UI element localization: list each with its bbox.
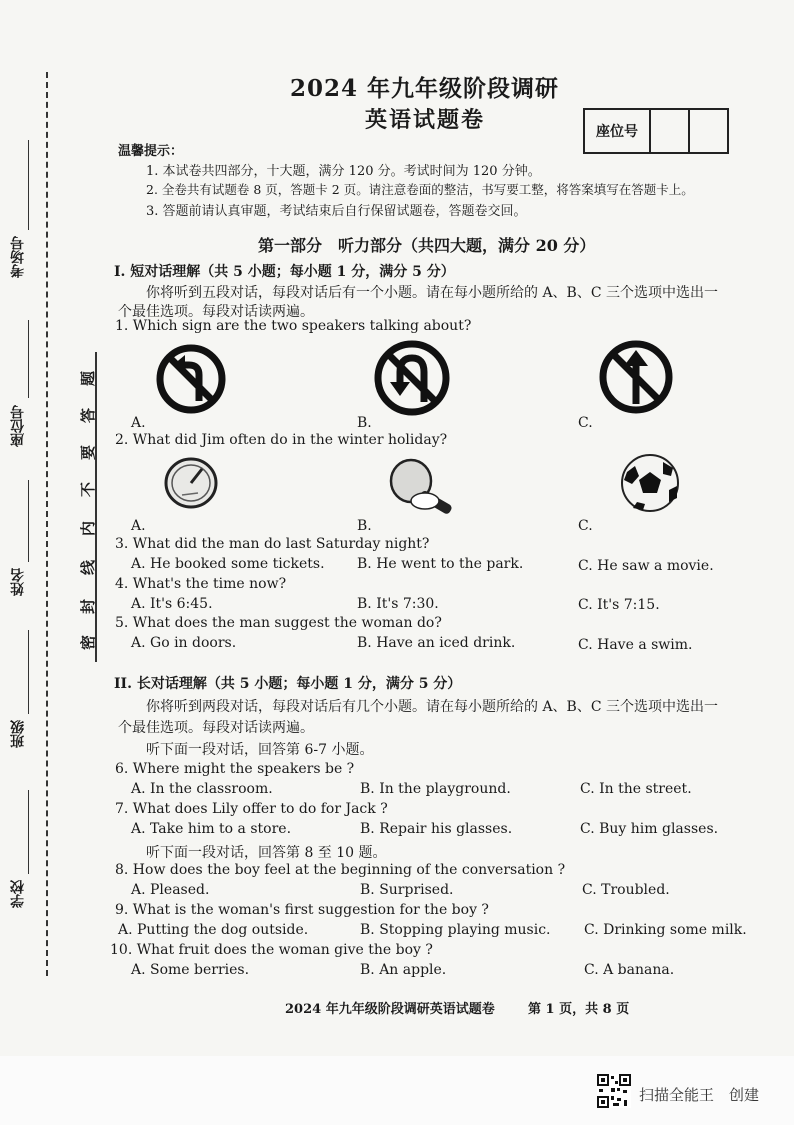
scanner-watermark-text: 扫描全能王 创建 bbox=[639, 1086, 760, 1104]
seat-number-blank bbox=[28, 320, 29, 398]
seal-char: 封 bbox=[79, 598, 98, 615]
q3-option-a: A. He booked some tickets. bbox=[131, 556, 325, 572]
question-1: 1. Which sign are the two speakers talking about? bbox=[115, 318, 472, 334]
no-straight-ahead-sign-icon bbox=[597, 338, 675, 416]
question-10: 10. What fruit does the woman give the boy ? bbox=[110, 942, 433, 958]
q8-option-b: B. Surprised. bbox=[360, 882, 454, 898]
part1-heading: I. 短对话理解（共 5 小题；每小题 1 分，满分 5 分） bbox=[114, 264, 455, 280]
no-left-turn-sign-icon bbox=[155, 343, 227, 415]
seal-line bbox=[95, 352, 97, 662]
seal-char: 答 bbox=[79, 407, 98, 424]
tip-item: 1. 本试卷共四部分，十大题，满分 120 分。考试时间为 120 分钟。 bbox=[146, 164, 541, 179]
class-blank bbox=[28, 630, 29, 714]
seal-char: 线 bbox=[79, 559, 98, 576]
seat-box-cell bbox=[690, 110, 727, 152]
q2-option-b: B. bbox=[357, 518, 372, 534]
q8-option-a: A. Pleased. bbox=[131, 882, 210, 898]
q1-option-c: C. bbox=[578, 415, 593, 431]
question-7: 7. What does Lily offer to do for Jack ? bbox=[115, 801, 388, 817]
q3-option-b: B. He went to the park. bbox=[357, 556, 524, 572]
soccer-ball-icon bbox=[619, 452, 681, 514]
tips-heading: 温馨提示： bbox=[118, 144, 184, 159]
part2-instruction: 个最佳选项。每段对话读两遍。 bbox=[118, 720, 314, 736]
q5-option-a: A. Go in doors. bbox=[131, 635, 237, 651]
page-footer-title: 2024 年九年级阶段调研英语试题卷 bbox=[285, 1002, 495, 1017]
q6-option-b: B. In the playground. bbox=[360, 781, 511, 797]
q1-option-a: A. bbox=[131, 415, 146, 431]
part2-heading: II. 长对话理解（共 5 小题；每小题 1 分，满分 5 分） bbox=[114, 676, 462, 692]
question-4: 4. What's the time now? bbox=[115, 576, 287, 592]
seal-char: 内 bbox=[79, 520, 98, 537]
question-9: 9. What is the woman's first suggestion for the boy ? bbox=[115, 902, 489, 918]
q4-option-a: A. It's 6:45. bbox=[131, 596, 213, 612]
seat-number-box bbox=[583, 108, 729, 154]
part1-instruction: 个最佳选项。每段对话读两遍。 bbox=[118, 304, 314, 320]
q9-option-b: B. Stopping playing music. bbox=[360, 922, 551, 938]
q7-option-c: C. Buy him glasses. bbox=[580, 821, 719, 837]
exam-room-blank bbox=[28, 140, 29, 230]
q1-option-b: B. bbox=[357, 415, 372, 431]
part2-instruction: 你将听到两段对话，每段对话后有几个小题。请在每小题所给的 A、B、C 三个选项中选出一 bbox=[146, 699, 719, 715]
seal-char: 要 bbox=[79, 444, 98, 461]
q3-option-c: C. He saw a movie. bbox=[578, 558, 714, 574]
no-u-turn-sign-icon bbox=[372, 338, 452, 418]
class-label: 班级 bbox=[10, 720, 26, 748]
q10-option-b: B. An apple. bbox=[360, 962, 447, 978]
question-8: 8. How does the boy feel at the beginning of the conversation ? bbox=[115, 862, 566, 878]
part2-subinstruction: 听下面一段对话，回答第 8 至 10 题。 bbox=[146, 845, 387, 861]
question-6: 6. Where might the speakers be ? bbox=[115, 761, 355, 777]
q6-option-c: C. In the street. bbox=[580, 781, 692, 797]
ice-skating-icon bbox=[162, 455, 220, 511]
exam-room-label: 考场号 bbox=[10, 236, 26, 278]
exam-subtitle: 英语试题卷 bbox=[365, 107, 486, 133]
seat-box-cell bbox=[651, 110, 690, 152]
tip-item: 3. 答题前请认真审题，考试结束后自行保留试题卷，答题卷交回。 bbox=[146, 204, 527, 219]
seat-box-label: 座位号 bbox=[585, 110, 651, 152]
q7-option-a: A. Take him to a store. bbox=[131, 821, 292, 837]
part2-subinstruction: 听下面一段对话，回答第 6-7 小题。 bbox=[146, 742, 374, 758]
part1-instruction: 你将听到五段对话，每段对话后有一个小题。请在每小题所给的 A、B、C 三个选项中选出一 bbox=[146, 285, 719, 301]
name-blank bbox=[28, 480, 29, 562]
seal-char: 不 bbox=[79, 481, 98, 498]
q4-option-c: C. It's 7:15. bbox=[578, 597, 660, 613]
question-3: 3. What did the man do last Saturday night? bbox=[115, 536, 430, 552]
seat-number-label: 座位号 bbox=[10, 405, 26, 447]
q6-option-a: A. In the classroom. bbox=[131, 781, 273, 797]
q9-option-c: C. Drinking some milk. bbox=[584, 922, 747, 938]
question-5: 5. What does the man suggest the woman do? bbox=[115, 615, 442, 631]
q4-option-b: B. It's 7:30. bbox=[357, 596, 439, 612]
school-blank bbox=[28, 790, 29, 874]
qr-code-icon bbox=[597, 1074, 631, 1108]
tip-item: 2. 全卷共有试题卷 8 页，答题卡 2 页。请注意卷面的整洁，书写要工整，将答案填写在答题卡上。 bbox=[146, 182, 694, 197]
q2-option-a: A. bbox=[131, 518, 146, 534]
binding-dashed-line bbox=[46, 72, 48, 976]
seal-char: 密 bbox=[79, 634, 98, 651]
question-2: 2. What did Jim often do in the winter holiday? bbox=[115, 432, 448, 448]
ping-pong-icon bbox=[385, 455, 463, 517]
q9-option-a: A. Putting the dog outside. bbox=[118, 922, 309, 938]
q10-option-c: C. A banana. bbox=[584, 962, 675, 978]
q2-option-c: C. bbox=[578, 518, 593, 534]
q8-option-c: C. Troubled. bbox=[582, 882, 670, 898]
q5-option-b: B. Have an iced drink. bbox=[357, 635, 516, 651]
school-label: 学校 bbox=[10, 880, 26, 908]
q5-option-c: C. Have a swim. bbox=[578, 637, 693, 653]
exam-title: 2024 年九年级阶段调研 bbox=[290, 75, 560, 102]
q7-option-b: B. Repair his glasses. bbox=[360, 821, 513, 837]
section-title: 第一部分 听力部分（共四大题，满分 20 分） bbox=[258, 236, 596, 255]
page-footer-number: 第 1 页，共 8 页 bbox=[528, 1002, 630, 1017]
seal-char: 题 bbox=[79, 370, 98, 387]
name-label: 姓名 bbox=[10, 568, 26, 596]
q10-option-a: A. Some berries. bbox=[131, 962, 250, 978]
